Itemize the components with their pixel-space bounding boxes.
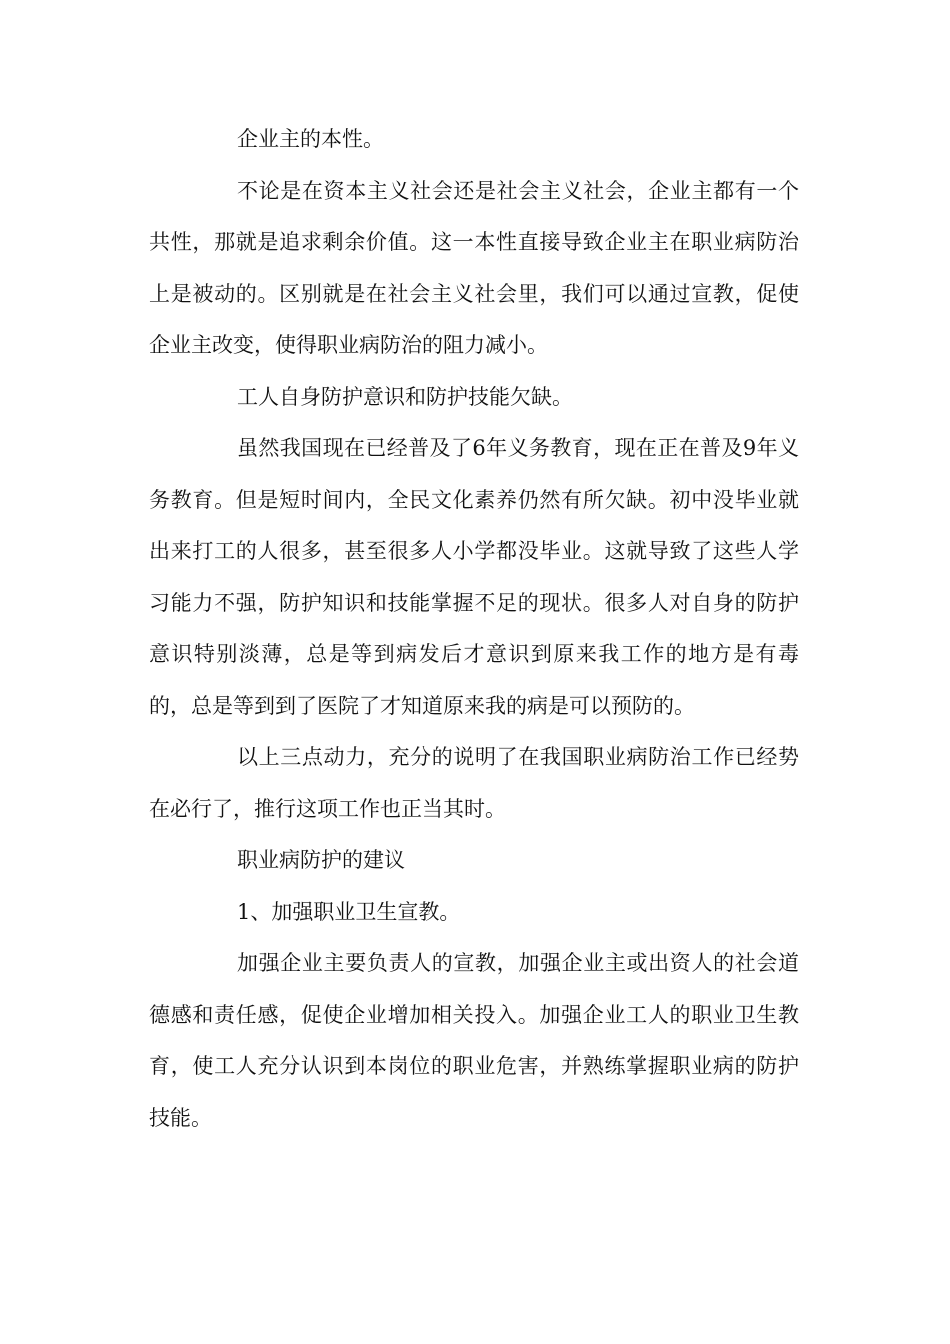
paragraph-heading-suggestion-1: 1、加强职业卫生宣教。 [237,899,461,924]
paragraph-suggestion-1-detail: 加强企业主要负责人的宣教，加强企业主或出资人的社会道德感和责任感，促使企业增加相关投入。加强企业工人的职业卫生教育，使工人充分认识到本岗位的职业危害，并熟练掌握职业病的防护技能。 [149,951,799,1130]
document-page [149,114,799,1144]
paragraph-employer-surplus-value: 不论是在资本主义社会还是社会主义社会，企业主都有一个共性，那就是追求剩余价值。这一本性直接导致企业主在职业病防治上是被动的。区别就是在社会主义社会里，我们可以通过宣教，促使企业主改变，使得职业病防治的阻力减小。 [149,178,799,357]
paragraph-heading-employer-nature: 企业主的本性。 [237,127,384,151]
paragraph-heading-suggestions: 职业病防护的建议 [237,848,405,872]
paragraph-conclusion: 以上三点动力，充分的说明了在我国职业病防治工作已经势在必行了，推行这项工作也正当其时。 [149,745,799,821]
paragraph-worker-education: 虽然我国现在已经普及了6年义务教育，现在正在普及9年义务教育。但是短时间内，全民文化素养仍然有所欠缺。初中没毕业就出来打工的人很多，甚至很多人小学都没毕业。这就导致了这些人学习能力不强，防护知识和技能掌握不足的现状。很多人对自身的防护意识特别淡薄，总是等到病发后才意识到原来我工作的地方是有毒的，总是等到到了医院了才知道原来我的病是可以预防的。 [149,436,799,718]
paragraph-heading-worker-awareness: 工人自身防护意识和防护技能欠缺。 [237,384,573,409]
